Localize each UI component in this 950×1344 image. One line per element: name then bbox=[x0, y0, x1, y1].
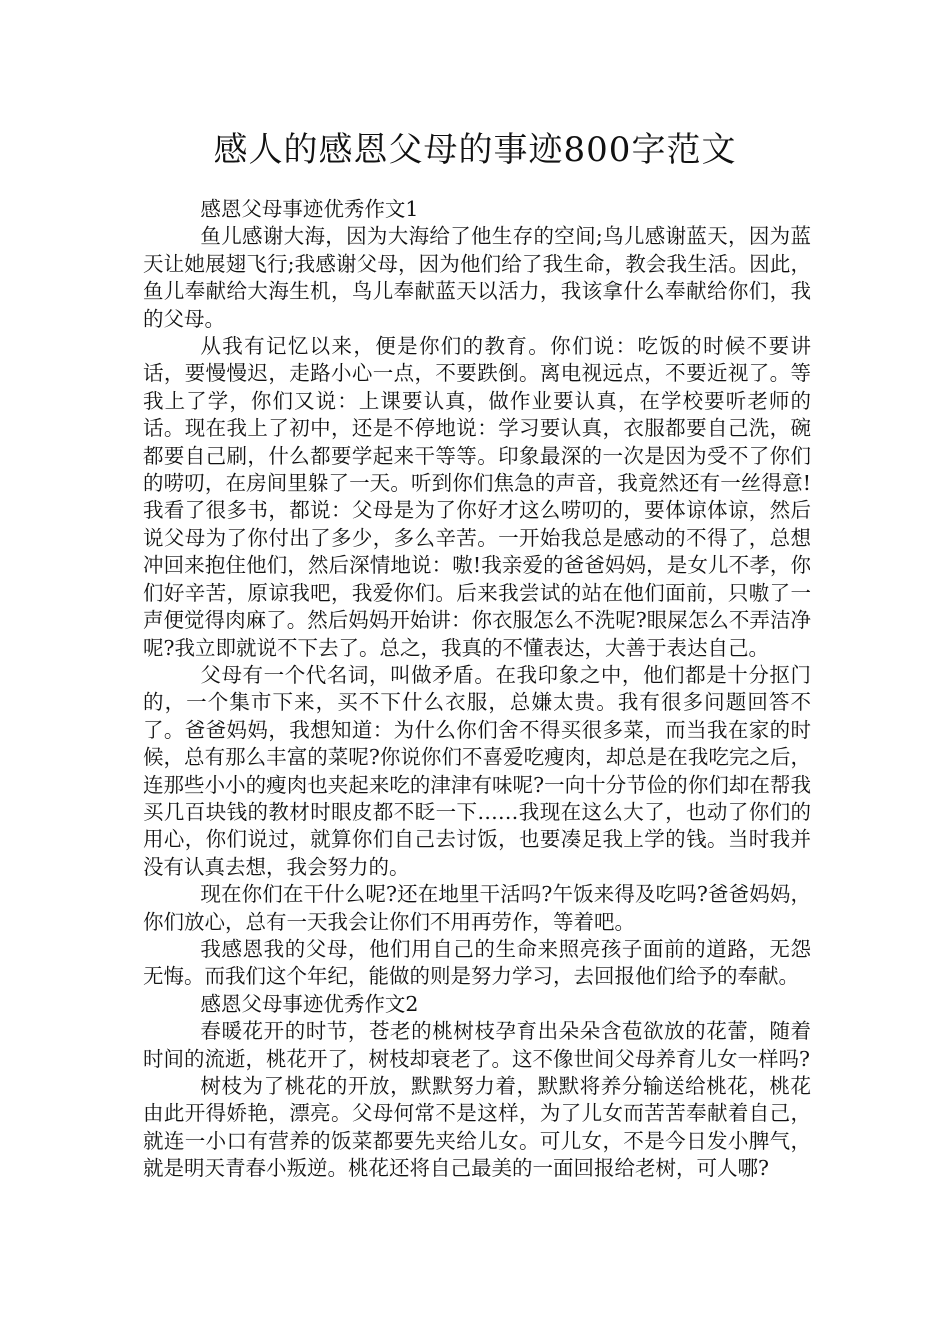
paragraph: 父母有一个代名词，叫做矛盾。在我印象之中，他们都是十分抠门的，一个集市下来，买不下什么衣服，总嫌太贵。我有很多问题回答不了。爸爸妈妈，我想知道：为什么你们舍不得买很多菜，而当我在家的时候，总有那么丰富的菜呢?你说你们不喜爱吃瘦肉，却总是在我吃完之后，连那些小小的瘦肉也夹起来吃的津津有味呢?一向十分节俭的你们却在帮我买几百块钱的教材时眼皮都不眨一下……我现在这么大了，也动了你们的用心，你们说过，就算你们自己去讨饭，也要凑足我上学的钱。当时我并没有认真去想，我会努力的。 bbox=[143, 662, 811, 879]
document-title: 感人的感恩父母的事迹800字范文 bbox=[213, 130, 737, 170]
document-body bbox=[143, 196, 811, 1183]
paragraph: 从我有记忆以来，便是你们的教育。你们说：吃饭的时候不要讲话，要慢慢迟，走路小心一点，不要跌倒。离电视远点，不要近视了。等我上了学，你们又说：上课要认真，做作业要认真，在学校要听老师的话。现在我上了初中，还是不停地说：学习要认真，衣服都要自己洗，碗都要自己刷，什么都要学起来干等等。印象最深的一次是因为受不了你们的唠叨，在房间里躲了一天。听到你们焦急的声音，我竟然还有一丝得意!我看了很多书，都说：父母是为了你好才这么唠叨的，要体谅体谅，然后说父母为了你付出了多少，多么辛苦。一开始我总是感动的不得了，总想冲回来抱住他们，然后深情地说：嗷!我亲爱的爸爸妈妈，是女儿不孝，你们好辛苦，原谅我吧，我爱你们。后来我尝试的站在他们面前，只嗷了一声便觉得肉麻了。然后妈妈开始讲：你衣服怎么不洗呢?眼屎怎么不弄洁净呢?我立即就说不下去了。总之，我真的不懂表达，大善于表达自己。 bbox=[143, 334, 811, 660]
paragraph: 我感恩我的父母，他们用自己的生命来照亮孩子面前的道路，无怨无悔。而我们这个年纪，能做的则是努力学习，去回报他们给予的奉献。 bbox=[143, 936, 811, 989]
paragraph: 树枝为了桃花的开放，默默努力着，默默将养分输送给桃花，桃花由此开得娇艳，漂亮。父母何常不是这样，为了儿女而苦苦奉献着自己，就连一小口有营养的饭菜都要先夹给儿女。可儿女，不是今日发小脾气，就是明天青春小叛逆。桃花还将自己最美的一面回报给老树，可人哪? bbox=[143, 1074, 811, 1181]
section-heading-1: 感恩父母事迹优秀作文1 bbox=[200, 197, 419, 221]
paragraph: 现在你们在干什么呢?还在地里干活吗?午饭来得及吃吗?爸爸妈妈，你们放心，总有一天我会让你们不用再劳作，等着吧。 bbox=[143, 882, 811, 934]
section-heading-2: 感恩父母事迹优秀作文2 bbox=[200, 991, 419, 1016]
paragraph: 春暖花开的时节，苍老的桃树枝孕育出朵朵含苞欲放的花蕾，随着时间的流逝，桃花开了，树枝却衰老了。这不像世间父母养育儿女一样吗? bbox=[143, 1019, 811, 1071]
paragraph: 鱼儿感谢大海，因为大海给了他生存的空间;鸟儿感谢蓝天，因为蓝天让她展翅飞行;我感谢父母，因为他们给了我生命，教会我生活。因此，鱼儿奉献给大海生机，鸟儿奉献蓝天以活力，我该拿什么奉献给你们，我的父母。 bbox=[143, 224, 811, 331]
